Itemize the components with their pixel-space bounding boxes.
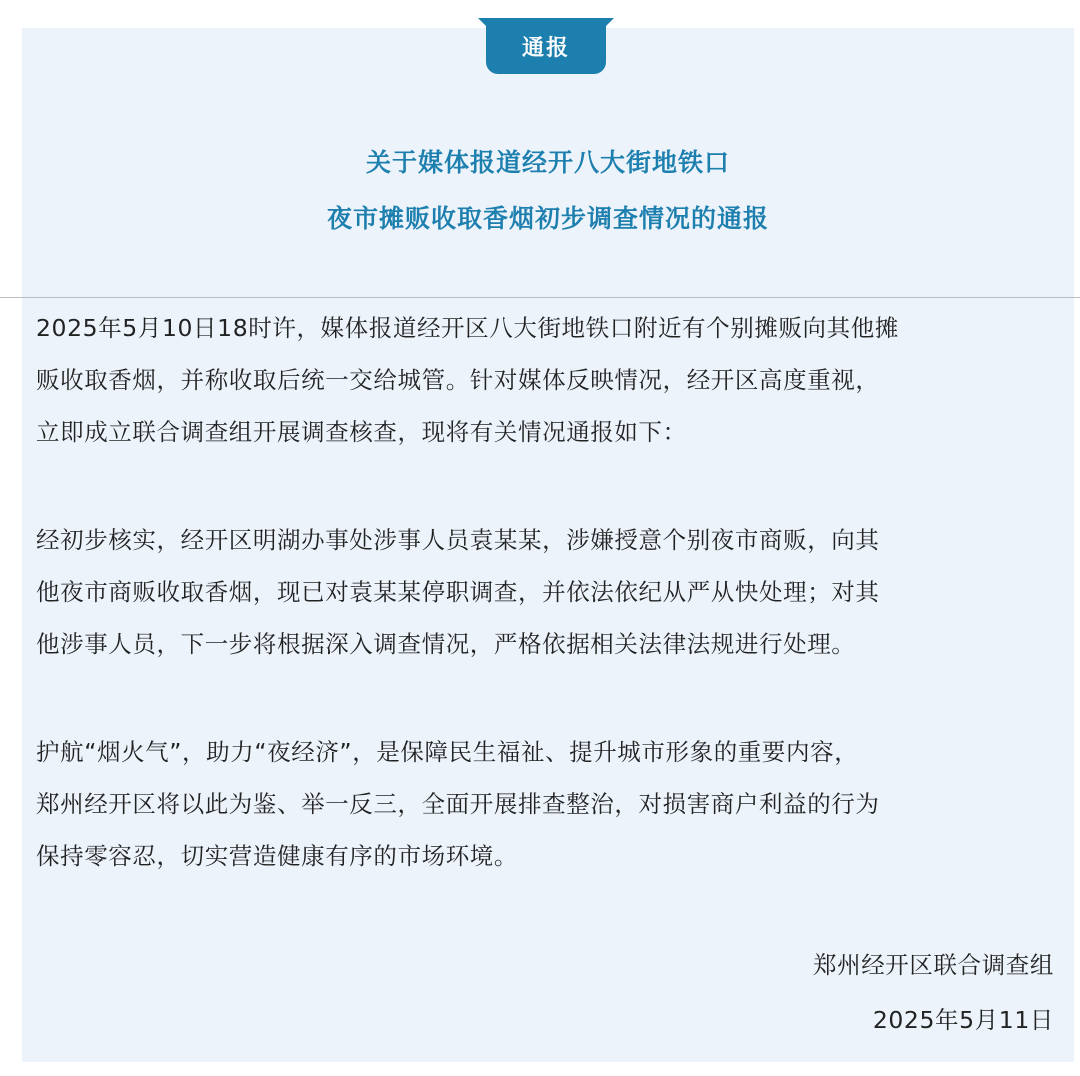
paragraph-1-line: 立即成立联合调查组开展调查核查，现将有关情况通报如下： <box>36 418 687 446</box>
paragraph-3-line: 保持零容忍，切实营造健康有序的市场环境。 <box>36 842 518 870</box>
paragraph-2 <box>36 514 1060 670</box>
paragraph-2-line: 他夜市商贩收取香烟，现已对袁某某停职调查，并依法依纪从严从快处理；对其 <box>36 578 880 606</box>
paragraph-3-line: 护航“烟火气”，助力“夜经济”，是保障民生福祉、提升城市形象的重要内容， <box>36 738 859 766</box>
paragraph-3-line: 郑州经开区将以此为鉴、举一反三，全面开展排查整治，对损害商户利益的行为 <box>36 790 880 818</box>
tab-notch-right <box>606 18 614 26</box>
divider <box>0 297 1080 298</box>
signature-organization: 郑州经开区联合调查组 <box>813 951 1054 979</box>
paragraph-2-line: 经初步核实，经开区明湖办事处涉事人员袁某某，涉嫌授意个别夜市商贩，向其 <box>36 526 880 554</box>
signature-date: 2025年5月11日 <box>872 1006 1054 1034</box>
paragraph-3 <box>36 726 1060 882</box>
paragraph-2-line: 他涉事人员，下一步将根据深入调查情况，严格依据相关法律法规进行处理。 <box>36 630 856 658</box>
tab-notch-left <box>478 18 486 26</box>
notice-title-line-1: 关于媒体报道经开八大街地铁口 <box>365 148 730 177</box>
paragraph-1 <box>36 302 1060 458</box>
notice-tab-label: 通报 <box>486 18 606 74</box>
paragraph-1-line: 2025年5月10日18时许，媒体报道经开区八大街地铁口附近有个别摊贩向其他摊 <box>36 314 899 342</box>
notice-title-line-2: 夜市摊贩收取香烟初步调查情况的通报 <box>326 204 769 233</box>
paragraph-1-line: 贩收取香烟，并称收取后统一交给城管。针对媒体反映情况，经开区高度重视， <box>36 366 880 394</box>
